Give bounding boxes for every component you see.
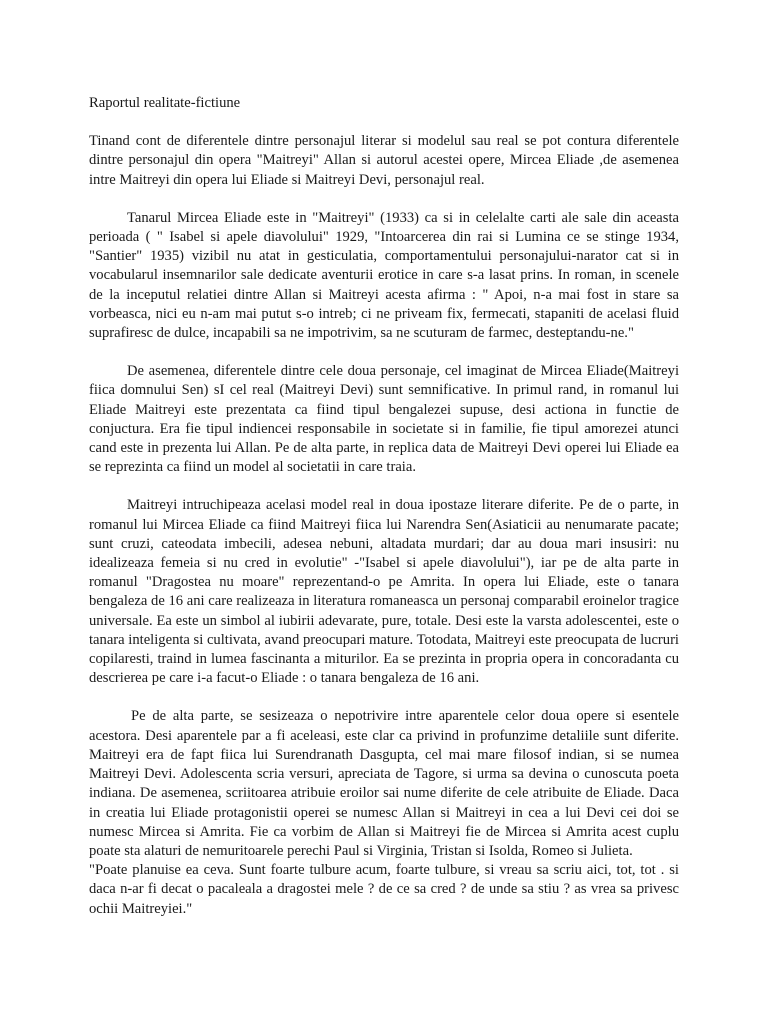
intro-paragraph: Tinand cont de diferentele dintre personajul literar si modelul sau real se pot contura diferentele dintre personajul din opera "Maitreyi" Allan si autorul acestei opere, Mircea Eliade ,de asemenea intre Maitreyi din opera lui Eliade si Maitreyi Devi, personajul real. — [89, 133, 679, 188]
closing-quote: "Poate planuise ea ceva. Sunt foarte tulbure acum, foarte tulbure, si vreau sa scriu aici, tot, tot . si daca n-ar fi decat o pacaleala a dragostei mele ? de ce sa cred ? de unde sa stiu ? as vrea sa privesc ochii Maitreyiei." — [89, 862, 679, 917]
paragraph-appearance-vs-essence: Pe de alta parte, se sesizeaza o nepotrivire intre aparentele celor doua opere si esentele acestora. Desi aparentele par a fi aceleasi, este clar ca privind in profunzime detaliile sunt diferite. Maitreyi era de fapt fiica lui Surendranath Dasgupta, cel mai mare filosof indian, si se numea Maitreyi Devi. Adolescenta scria versuri, apreciata de Tagore, si urma sa devina o cunoscuta poeta indiana. De asemenea, scriitoarea atribuie eroilor sai nume diferite de cele atribuite de Eliade. Daca in creatia lui Eliade protagonistii operei se numesc Allan si Maitreyi in cea a lui Devi cei doi se numesc Mircea si Amrita. Fie ca vorbim de Allan si Maitreyi fie de Mircea si Amrita acest cuplu poate sta alaturi de nemuritoarele perechi Paul si Virginia, Tristan si Isolda, Romeo si Julieta. — [89, 708, 679, 859]
paragraph-eliade-style: Tanarul Mircea Eliade este in "Maitreyi" (1933) ca si in celelalte carti ale sale din aceasta perioada ( " Isabel si apele diavolului" 1929, "Intoarcerea din rai si Lumina ce se stinge 1934, "Santier" 1935) vizibil nu atat in gesticulatia, comportamentului personajului-narator cat si in vocabularul insemnarilor sale dedicate aventurii erotice in care s-a lasat prins. In roman, in scenele de la inceputul relatiei dintre Allan si Maitreyi acesta afirma : " Apoi, n-a mai fost in stare sa vorbeasca, nici eu n-am mai putut s-o intreb; ci ne priveam fix, fermecati, stapaniti de acelasi fluid suprafiresc de dulce, incapabili sa ne impotrivim, sa ne scuturam de farmec, desteptandu-ne." — [89, 209, 679, 342]
paragraph-two-hypostases: Maitreyi intruchipeaza acelasi model real in doua ipostaze literare diferite. Pe de o parte, in romanul lui Mircea Eliade ca fiind Maitreyi fiica lui Narendra Sen(Asiaticii au nenumarate pacate; sunt cruzi, cateodata imbecili, adesea nebuni, altadata murdari; dar au doua mari insusiri: nu idealizeaza femeia si nu cred in evolutie" -"Isabel si apele diavolului"), iar pe de alta parte in romanul "Dragostea nu moare" reprezentand-o pe Amrita. In opera lui Eliade, este o tanara bengaleza de 16 ani care realizeaza in literatura romaneasca un personaj comparabil eroinelor tragice universale. Ea este un simbol al iubirii adevarate, pure, totale. Desi este la varsta adolescentei, este o tanara inteligenta si cultivata, avand preocupari mature. Totodata, Maitreyi este preocupata de lucruri copilaresti, traind in lumea fascinanta a miturilor. Ea se prezinta in propria opera in concoradanta cu descrierea pe care i-a facut-o Eliade : o tanara bengaleza de 16 ani. — [89, 497, 679, 687]
paragraph-character-differences: De asemenea, diferentele dintre cele doua personaje, cel imaginat de Mircea Eliade(Maitreyi fiica domnului Sen) sI cel real (Maitreyi Devi) sunt semnificative. In primul rand, in romanul lui Eliade Maitreyi este prezentata ca fiind tipul bengalezei supuse, desi actiona in functie de conjuctura. Era fie tipul indiencei responsabile in societate si in familie, fie tipul amorezei atunci cand este in prezenta lui Allan. Pe de alta parte, in replica data de Maitreyi Devi operei lui Eliade ea se reprezinta ca fiind un model al societatii in care traia. — [89, 363, 679, 476]
document-title: Raportul realitate-fictiune — [89, 95, 241, 111]
